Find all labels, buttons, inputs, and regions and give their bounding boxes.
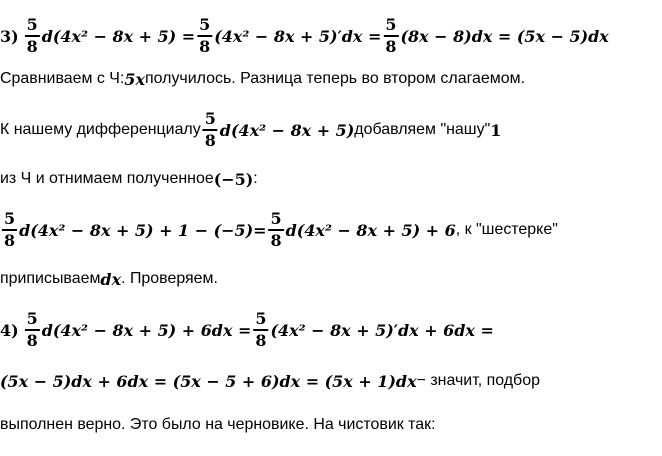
fraction: $\frac{5}{8}$ xyxy=(199,15,211,56)
fraction: $\frac{5}{8}$ xyxy=(3,209,16,250)
step-4-line: 4) $\frac{5}{8}$ d(4x² − 8x + 5) + 6dx = $\frac{5}{8}$ (4x² − 8x + 5)′dx + 6dx = xyxy=(0,309,494,350)
fraction: $\frac{5}{8}$ xyxy=(26,15,38,56)
equation-line: $\frac{5}{8}$ d(4x² − 8x + 5) + 1 − (−5)= $\frac{5}{8}$ d(4x² − 8x + 5) + 6 , к "шестерке" xyxy=(3,209,558,250)
text-line: приписываем dx . Проверяем. xyxy=(0,269,218,289)
text-line: Сравниваем с Ч: 5x получилось. Разница теперь во втором слагаемом. xyxy=(0,69,526,89)
math-expression: d(4x² − 8x + 5) = xyxy=(41,26,196,46)
fraction: $\frac{5}{8}$ xyxy=(204,109,216,150)
text-line: выполнен верно. Это было на черновике. На чистовик так: xyxy=(0,416,436,433)
fraction: $\frac{5}{8}$ xyxy=(26,309,38,350)
text-line: К нашему дифференциалу $\frac{5}{8}$ d(4x² − 8x + 5) добавляем "нашу" 1 xyxy=(0,109,502,150)
fraction: $\frac{5}{8}$ xyxy=(270,209,282,250)
step-4-number: 4) xyxy=(0,320,19,340)
math-expression: (8x − 8)dx = (5x − 5)dx xyxy=(400,26,609,46)
equation-line: (5x − 5)dx + 6dx = (5x − 5 + 6)dx = (5x + 1)dx − значит, подбор xyxy=(0,371,540,391)
math-expression: (4x² − 8x + 5)′dx = xyxy=(214,26,382,46)
step-3-line xyxy=(0,10,660,62)
text-line: из Ч и отнимаем полученное (−5) : xyxy=(0,169,258,189)
fraction: $\frac{5}{8}$ xyxy=(255,309,267,350)
step-3-number: 3) xyxy=(0,26,19,46)
fraction: $\frac{5}{8}$ xyxy=(385,15,397,56)
